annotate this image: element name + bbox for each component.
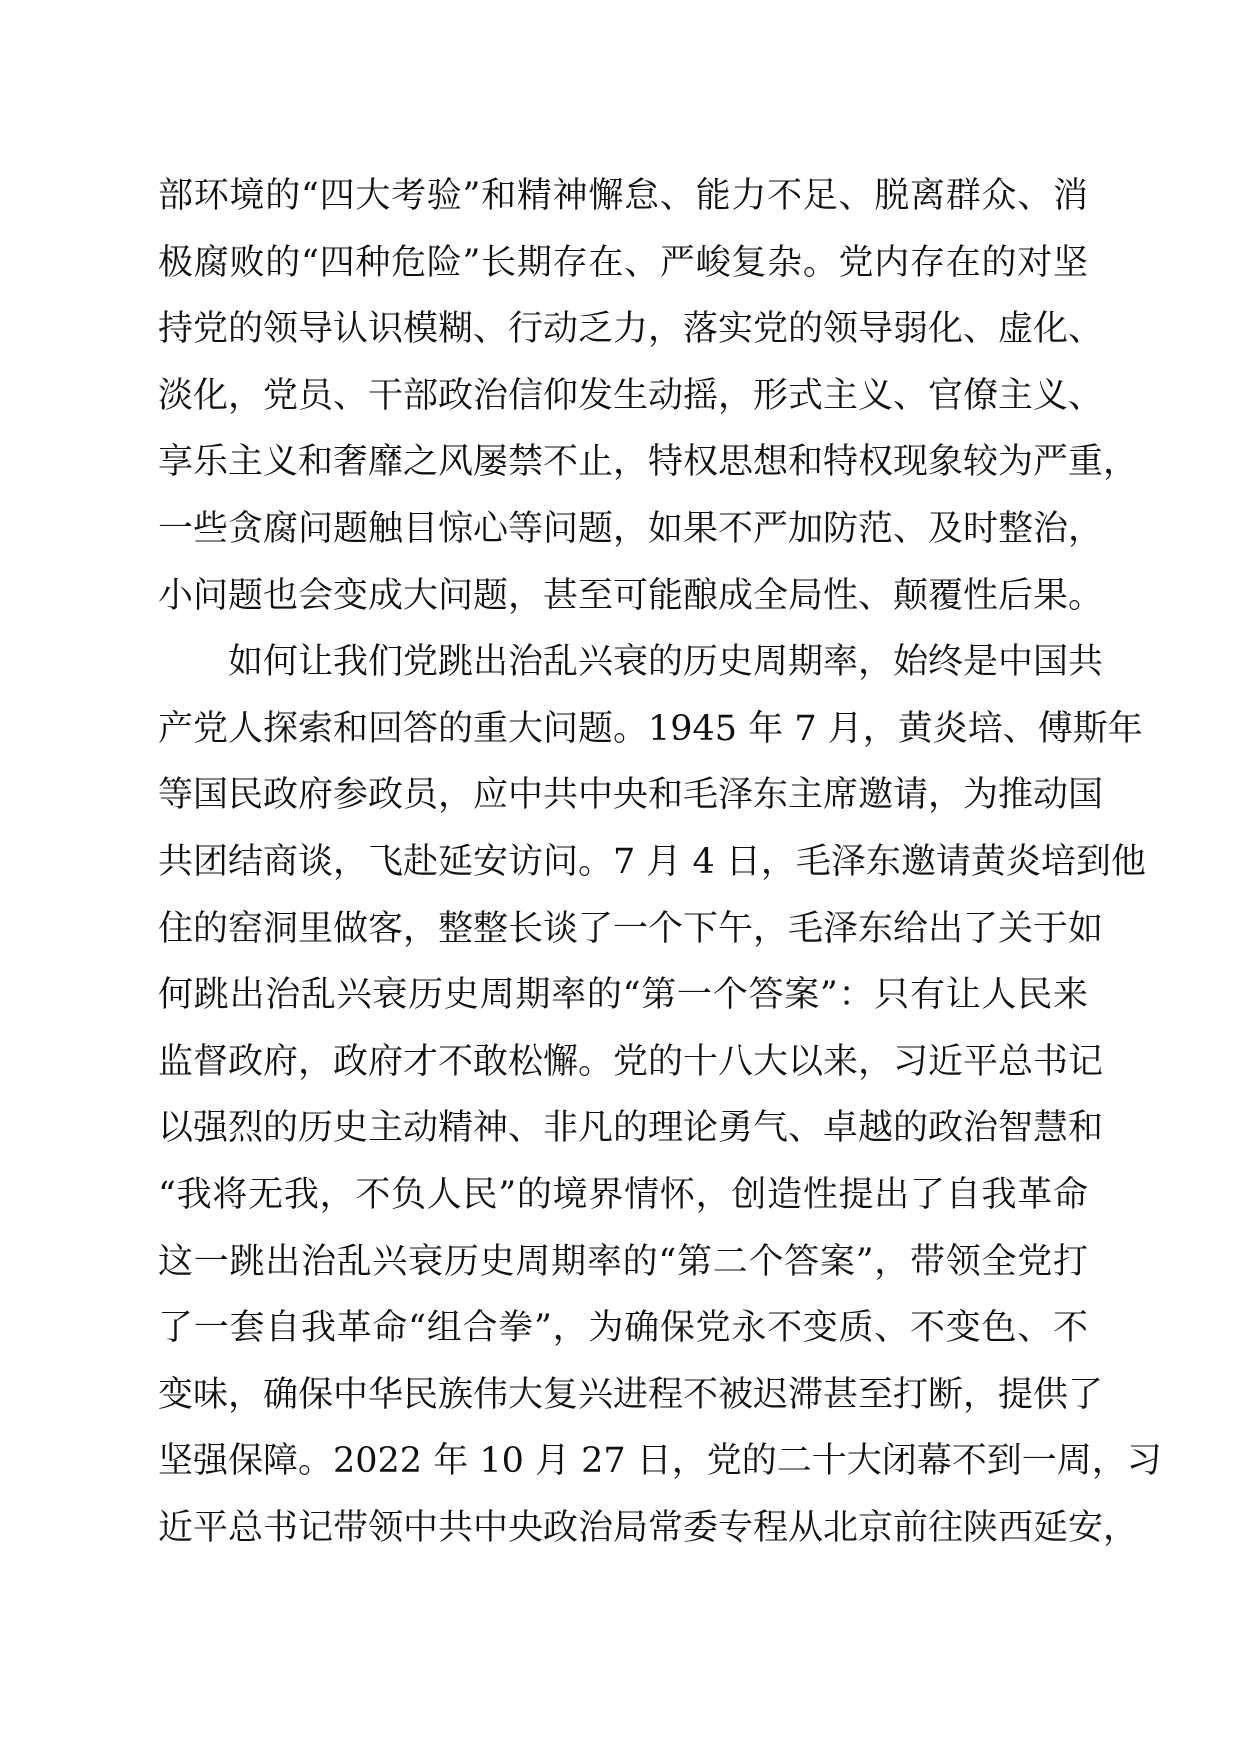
text-line: 小问题也会变成大问题，甚至可能酿成全局性、颠覆性后果。 (158, 575, 1104, 616)
text-line: 了一套自我革命“组合拳”，为确保党永不变质、不变色、不 (158, 1308, 1088, 1349)
text-line: 极腐败的“四种危险”长期存在、严峻复杂。党内存在的对坚 (158, 242, 1088, 283)
text-line: 坚强保障。2022 年 10 月 27 日，党的二十大闭幕不到一周，习 (158, 1441, 1162, 1482)
text-line: 共团结商谈，飞赴延安访问。7 月 4 日，毛泽东邀请黄炎培到他 (158, 841, 1146, 882)
text-line: 近平总书记带领中共中央政治局常委专程从北京前往陕西延安， (158, 1507, 1139, 1548)
text-line: 何跳出治乱兴衰历史周期率的“第一个答案”：只有让人民来 (158, 975, 1088, 1016)
text-line: “我将无我，不负人民”的境界情怀，创造性提出了自我革命 (158, 1174, 1088, 1215)
text-line: 等国民政府参政员，应中共中央和毛泽东主席邀请，为推动国 (158, 775, 1104, 816)
text-line: 以强烈的历史主动精神、非凡的理论勇气、卓越的政治智慧和 (158, 1108, 1104, 1149)
text-line: 住的窑洞里做客，整整长谈了一个下午，毛泽东给出了关于如 (158, 908, 1104, 949)
text-line: 享乐主义和奢靡之风屡禁不止，特权思想和特权现象较为严重， (158, 442, 1139, 483)
text-line: 产党人探索和回答的重大问题。1945 年 7 月，黄炎培、傅斯年 (158, 708, 1143, 749)
text-line: 淡化，党员、干部政治信仰发生动摇，形式主义、官僚主义、 (158, 375, 1104, 416)
text-line: 持党的领导认识模糊、行动乏力，落实党的领导弱化、虚化、 (158, 309, 1104, 350)
text-line: 监督政府，政府才不敢松懈。党的十八大以来，习近平总书记 (158, 1041, 1104, 1082)
body-text (158, 163, 1162, 1561)
text-line: 部环境的“四大考验”和精神懈怠、能力不足、脱离群众、消 (158, 176, 1088, 216)
text-line: 变味，确保中华民族伟大复兴进程不被迟滞甚至打断，提供了 (158, 1374, 1104, 1415)
text-line: 这一跳出治乱兴衰历史周期率的“第二个答案”，带领全党打 (158, 1241, 1088, 1282)
paragraph-first-line: 如何让我们党跳出治乱兴衰的历史周期率，始终是中国共 (228, 642, 1104, 683)
text-line: 一些贪腐问题触目惊心等问题，如果不严加防范、及时整治， (158, 508, 1104, 549)
